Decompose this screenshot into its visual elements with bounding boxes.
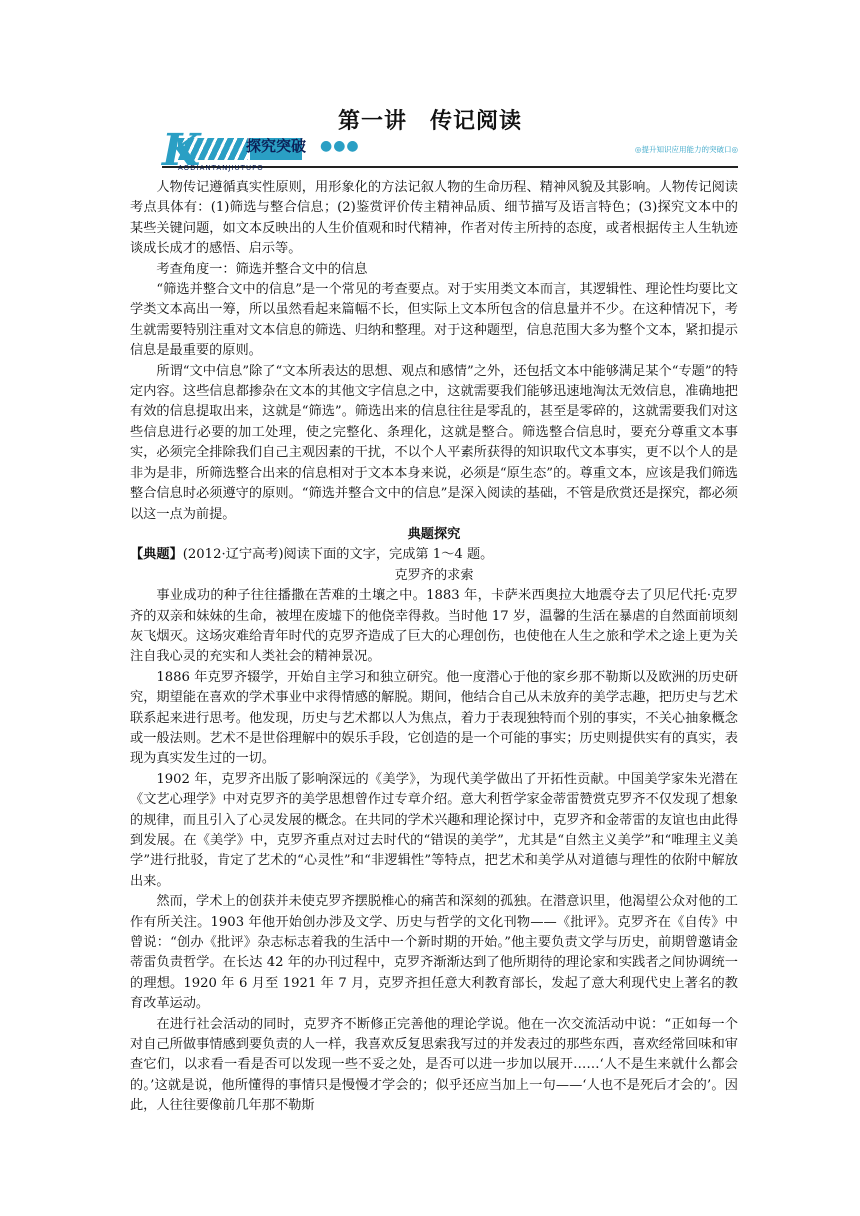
banner-dots: ●●● xyxy=(320,138,360,154)
intro-paragraph: 所谓“文中信息”除了“文本所表达的思想、观点和感情”之外，还包括文本中能够满足某个“专题”的特定内容。这些信息都掺杂在文本的其他文字信息之中，这就需要我们能够迅速地淘汰无效信息，准确地把有效的信息提取出来，这就是“筛选”。筛选出来的信息往往是零乱的，甚至是零碎的，这就需要我们对这些信息进行必要的加工处理，使之完整化、条理化，这就是整合。筛选整合信息时，要充分尊重文本事实，必须完全排除我们自己主观因素的干扰，不以个人平素所获得的知识取代文本事实，更不以个人的是非为是非，所筛选整合出来的信息相对于文本本身来说，必须是“原生态”的。尊重文本，应该是我们筛选整合信息时必须遵守的原则。“筛选并整合文中的信息”是深入阅读的基础，不管是欣赏还是探究，都必须以这一点为前提。 xyxy=(130,363,738,522)
passage-paragraph: 1902 年，克罗齐出版了影响深远的《美学》，为现代美学做出了开拓性贡献。中国美学家朱光潜在《文艺心理学》中对克罗齐的美学思想曾作过专章介绍。意大利哲学家金蒂雷赞赏克罗齐不仅发现了想象的规律，而且引入了心灵发展的概念。在共同的学术兴趣和理论探讨中，克罗齐和金蒂雷的友谊也由此得到发展。在《美学》中，克罗齐重点对过去时代的“错误的美学”，尤其是“自然主义美学”和“唯理主义美学”进行批驳，肯定了艺术的“心灵性”和“非逻辑性”等特点，把艺术和美学从对道德与理性的依附中解放出来。 xyxy=(130,771,738,889)
section-banner xyxy=(162,125,738,176)
passage-paragraph: 事业成功的种子往往播撒在苦难的土壤之中。1883 年，卡萨米西奥拉大地震夺去了贝尼代托·克罗齐的双亲和妹妹的生命，被埋在废墟下的他侥幸得救。当时他 17 岁，温馨的生活在暴虐的自然面前顷刻灰飞烟灭。这场灾难给青年时代的克罗齐造成了巨大的心理创伤，也使他在人生之旅和学术之途上更为关注自我心灵的充实和人类社会的精神景况。 xyxy=(130,588,738,665)
example-label: 【典题】 xyxy=(130,547,183,563)
page-title: 第一讲 传记阅读 xyxy=(337,109,522,134)
subheading-angle-one: 考查角度一：筛选并整合文中的信息 xyxy=(156,261,368,277)
example-prompt-text: (2012·辽宁高考)阅读下面的文字，完成第 1～4 题。 xyxy=(182,547,494,563)
intro-paragraph: 人物传记遵循真实性原则，用形象化的方法记叙人物的生命历程、精神风貌及其影响。人物传记阅读考点具体有：(1)筛选与整合信息；(2)鉴赏评价传主精神品质、细节描写及语言特色；(3)探究文本中的某些关键问题，如文本反映出的人生价值观和时代精神，作者对传主所持的态度，或者根据传主人生轨迹谈成长成才的感悟、启示等。 xyxy=(130,180,738,257)
banner-tagline: ◎提升知识应用能力的突破口◎ xyxy=(634,145,738,154)
passage-paragraph: 在进行社会活动的同时，克罗齐不断修正完善他的理论学说。他在一次交流活动中说：“正如每一个对自己所做事情感到要负责的人一样，我喜欢反复思索我写过的并发表过的那些东西，喜欢经常回味和审查它们，以求看一看是否可以发现一些不妥之处，是否可以进一步加以展开……‘人不是生来就什么都会的。’这就是说，他所懂得的事情只是慢慢才学会的；似乎还应当加上一句——‘人也不是死后才会的’。因此，人往往要像前几年那不勒斯 xyxy=(130,1016,738,1114)
banner-label: 探究突破 xyxy=(246,137,307,155)
intro-paragraph: “筛选并整合文中的信息”是一个常见的考查要点。对于实用类文本而言，其逻辑性、理论性均要比文学类文本高出一筹，所以虽然看起来篇幅不长，但实际上文本所包含的信息量并不少。在这种情况下，考生就需要特别注重对文本信息的筛选、归纳和整理。对于这种题型，信息范围大多为整个文本，紧扣提示信息是最重要的原则。 xyxy=(130,282,738,359)
intro-section xyxy=(130,178,738,1117)
passage-paragraph: 1886 年克罗齐辍学，开始自主学习和独立研究。他一度潜心于他的家乡那不勒斯以及欧洲的历史研究，期望能在喜欢的学术事业中求得情感的解脱。期间，他结合自己从未放弃的美学志趣，把历史与艺术联系起来进行思考。他发现，历史与艺术都以人为焦点，着力于表现独特而个别的事实，不关心抽象概念或一般法则。艺术不是世俗理解中的娱乐手段，它创造的是一个可能的事实；历史则提供实有的真实，表现为真实发生过的一切。 xyxy=(130,669,738,767)
banner-k-logo: K xyxy=(162,125,201,176)
banner-pinyin: AODIANTANJIUTUPO xyxy=(178,164,264,172)
passage-paragraph: 然而，学术上的创获并未使克罗齐摆脱椎心的痛苦和深刻的孤独。在潜意识里，他渴望公众对他的工作有所关注。1903 年他开始创办涉及文学、历史与哲学的文化刊物——《批评》。克罗齐在《自传》中曾说：“创办《批评》杂志标志着我的生活中一个新时期的开始。”他主要负责文学与历史，前期曾邀请金蒂雷负责哲学。在长达 42 年的办刊过程中，克罗齐渐渐达到了他所期待的理论家和实践者之间协调统一的理想。1920 年 6 月至 1921 年 7 月，克罗齐担任意大利教育部长，发起了意大利现代史上著名的教育改革运动。 xyxy=(130,894,738,1012)
example-prompt xyxy=(130,545,738,565)
passage-title: 克罗齐的求索 xyxy=(394,567,474,583)
example-heading: 典题探究 xyxy=(407,526,461,542)
